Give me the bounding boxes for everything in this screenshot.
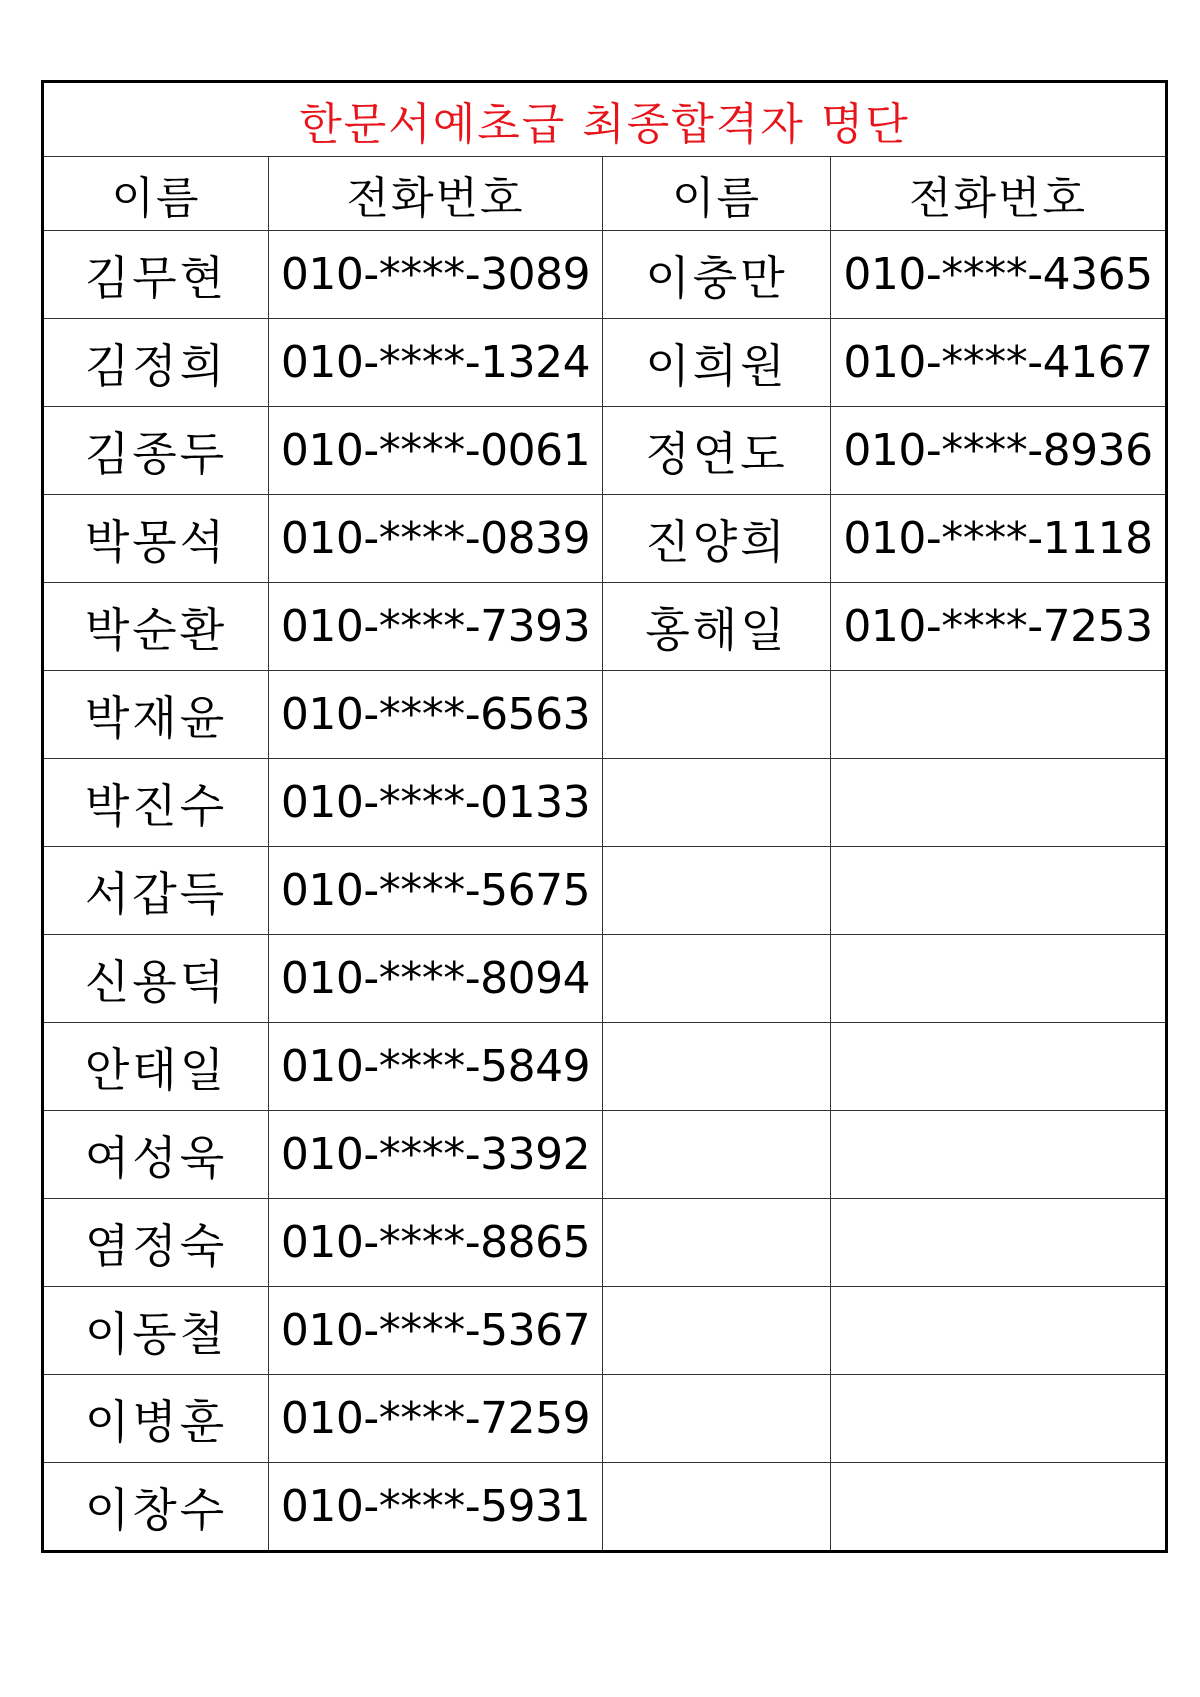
phone-cell-right xyxy=(831,759,1167,847)
phone-cell-left: 010-****-5849 xyxy=(269,1023,603,1111)
phone-cell-right: 010-****-4167 xyxy=(831,319,1167,407)
phone-cell-right xyxy=(831,847,1167,935)
roster-table xyxy=(41,80,1168,1553)
table-row xyxy=(43,759,1167,847)
phone-cell-right xyxy=(831,671,1167,759)
phone-cell-right xyxy=(831,935,1167,1023)
phone-cell-right: 010-****-7253 xyxy=(831,583,1167,671)
header-name-right: 이름 xyxy=(603,157,831,231)
name-cell-right: 정연도 xyxy=(603,407,831,495)
name-cell-right: 홍해일 xyxy=(603,583,831,671)
name-cell-left: 이창수 xyxy=(43,1463,269,1552)
name-cell-left: 안태일 xyxy=(43,1023,269,1111)
phone-cell-left: 010-****-3392 xyxy=(269,1111,603,1199)
name-cell-left: 염정숙 xyxy=(43,1199,269,1287)
table-row xyxy=(43,495,1167,583)
name-cell-left: 박진수 xyxy=(43,759,269,847)
phone-cell-left: 010-****-8865 xyxy=(269,1199,603,1287)
phone-cell-left: 010-****-0061 xyxy=(269,407,603,495)
name-cell-right xyxy=(603,1375,831,1463)
table-row xyxy=(43,847,1167,935)
table-row xyxy=(43,935,1167,1023)
name-cell-right: 이충만 xyxy=(603,231,831,319)
table-row xyxy=(43,319,1167,407)
document-title: 한문서예초급 최종합격자 명단 xyxy=(43,82,1167,157)
phone-cell-right: 010-****-8936 xyxy=(831,407,1167,495)
roster-body xyxy=(43,231,1167,1552)
name-cell-right xyxy=(603,935,831,1023)
phone-cell-right: 010-****-4365 xyxy=(831,231,1167,319)
name-cell-right xyxy=(603,1023,831,1111)
phone-cell-right: 010-****-1118 xyxy=(831,495,1167,583)
phone-cell-left: 010-****-3089 xyxy=(269,231,603,319)
name-cell-right xyxy=(603,1199,831,1287)
name-cell-right xyxy=(603,671,831,759)
phone-cell-left: 010-****-0133 xyxy=(269,759,603,847)
name-cell-left: 박순환 xyxy=(43,583,269,671)
table-row xyxy=(43,671,1167,759)
name-cell-right xyxy=(603,759,831,847)
title-row xyxy=(43,82,1167,157)
phone-cell-left: 010-****-1324 xyxy=(269,319,603,407)
phone-cell-left: 010-****-7259 xyxy=(269,1375,603,1463)
table-row xyxy=(43,1023,1167,1111)
phone-cell-right xyxy=(831,1287,1167,1375)
name-cell-left: 신용덕 xyxy=(43,935,269,1023)
name-cell-left: 이병훈 xyxy=(43,1375,269,1463)
table-row xyxy=(43,231,1167,319)
phone-cell-right xyxy=(831,1023,1167,1111)
phone-cell-right xyxy=(831,1111,1167,1199)
header-name-left: 이름 xyxy=(43,157,269,231)
name-cell-left: 박몽석 xyxy=(43,495,269,583)
table-row xyxy=(43,1375,1167,1463)
table-row xyxy=(43,1287,1167,1375)
phone-cell-right xyxy=(831,1199,1167,1287)
name-cell-left: 김종두 xyxy=(43,407,269,495)
name-cell-right: 진양희 xyxy=(603,495,831,583)
table-row xyxy=(43,583,1167,671)
phone-cell-left: 010-****-5931 xyxy=(269,1463,603,1552)
name-cell-left: 여성욱 xyxy=(43,1111,269,1199)
name-cell-right xyxy=(603,1287,831,1375)
name-cell-left: 김무현 xyxy=(43,231,269,319)
table-row xyxy=(43,1111,1167,1199)
table-row xyxy=(43,407,1167,495)
phone-cell-left: 010-****-6563 xyxy=(269,671,603,759)
header-phone-left: 전화번호 xyxy=(269,157,603,231)
header-row xyxy=(43,157,1167,231)
header-phone-right: 전화번호 xyxy=(831,157,1167,231)
phone-cell-left: 010-****-8094 xyxy=(269,935,603,1023)
phone-cell-left: 010-****-0839 xyxy=(269,495,603,583)
name-cell-left: 서갑득 xyxy=(43,847,269,935)
name-cell-left: 이동철 xyxy=(43,1287,269,1375)
table-row xyxy=(43,1463,1167,1552)
name-cell-left: 박재윤 xyxy=(43,671,269,759)
phone-cell-left: 010-****-5675 xyxy=(269,847,603,935)
name-cell-right xyxy=(603,847,831,935)
name-cell-right xyxy=(603,1111,831,1199)
table-row xyxy=(43,1199,1167,1287)
name-cell-right xyxy=(603,1463,831,1552)
phone-cell-right xyxy=(831,1375,1167,1463)
phone-cell-left: 010-****-7393 xyxy=(269,583,603,671)
name-cell-left: 김정희 xyxy=(43,319,269,407)
phone-cell-left: 010-****-5367 xyxy=(269,1287,603,1375)
name-cell-right: 이희원 xyxy=(603,319,831,407)
phone-cell-right xyxy=(831,1463,1167,1552)
